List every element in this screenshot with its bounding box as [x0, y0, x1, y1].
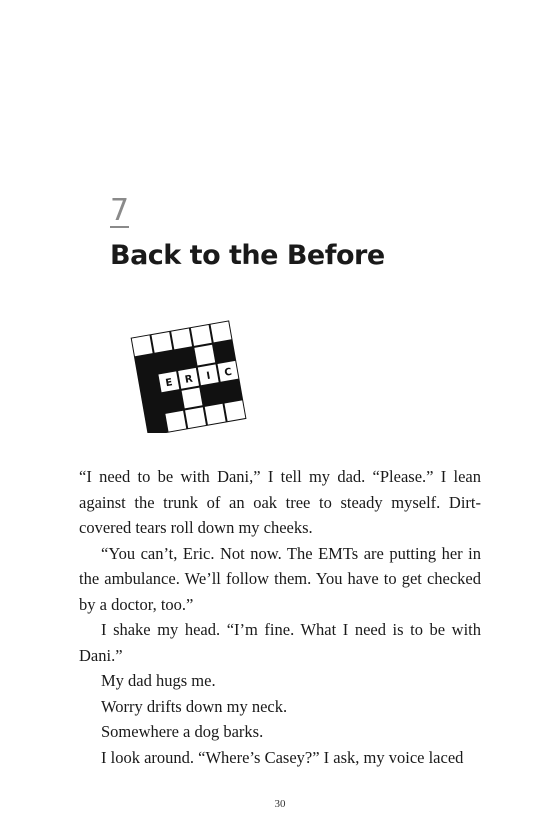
puzzle-letter: R [184, 373, 194, 386]
paragraph: “I need to be with Dani,” I tell my dad. “Please.” I lean against the trunk of an oak tree to steady myself. Dirt-covered tears roll down my cheeks. [79, 467, 481, 537]
paragraph: Worry drifts down my neck. [101, 696, 288, 716]
paragraph: I shake my head. “I’m fine. What I need is to be with Dani.” [79, 620, 481, 665]
paragraph: My dad hugs me. [101, 671, 216, 690]
chapter-body [79, 464, 481, 770]
paragraph: “You can’t, Eric. Not now. The EMTs are putting her in the ambulance. We’ll follow them. You have to get checked by a doctor, too.” [79, 543, 481, 614]
paragraph: Somewhere a dog barks. [101, 722, 264, 741]
puzzle-letter: E [164, 377, 174, 390]
puzzle-letter: I [205, 370, 212, 383]
paragraph: I look around. “Where’s Casey?” I ask, my voice laced [101, 747, 464, 767]
chapter-number: 7 [110, 193, 130, 228]
crossword-graphic [128, 318, 252, 433]
page-number: 30 [274, 798, 286, 810]
chapter-title: Back to the Before [110, 240, 385, 271]
crossword-puzzle-icon [128, 318, 252, 433]
puzzle-letter: C [223, 366, 233, 379]
